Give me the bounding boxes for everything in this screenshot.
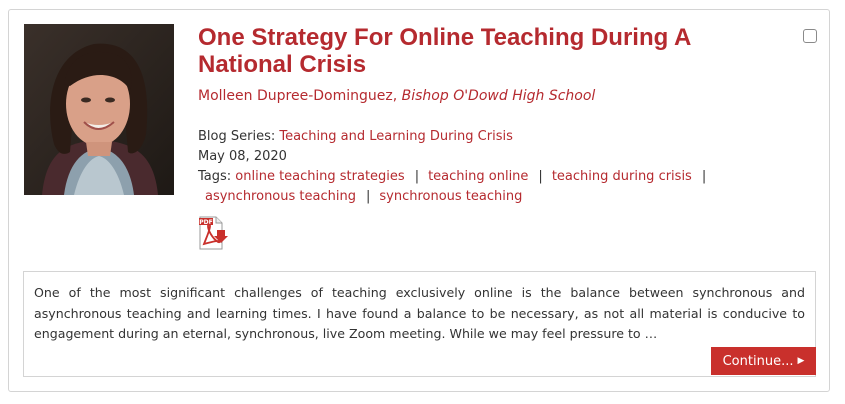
article-card bbox=[8, 9, 830, 392]
excerpt-text: One of the most significant challenges of teaching exclusively online is the balance between synchronous and asynchronous teaching and learning times. I have found a balance to be necessary, as not all material is conducive to engagement during an eternal, synchronous, live Zoom meeting. While we may feel pressure to … bbox=[34, 285, 805, 341]
tag-separator: | bbox=[414, 169, 420, 184]
select-checkbox[interactable] bbox=[803, 29, 817, 43]
author-photo bbox=[24, 24, 174, 195]
svg-text:PDF: PDF bbox=[199, 219, 213, 226]
tag-separator: | bbox=[701, 169, 707, 184]
author-school[interactable]: Bishop O'Dowd High School bbox=[401, 88, 596, 104]
tag-separator: | bbox=[365, 189, 371, 204]
tag-link[interactable]: teaching online bbox=[428, 169, 529, 184]
continue-button[interactable] bbox=[711, 347, 816, 375]
caret-right-icon: ▶ bbox=[797, 356, 805, 366]
author-name[interactable]: Molleen Dupree-Dominguez, bbox=[198, 88, 398, 104]
tags-label: Tags: bbox=[198, 169, 236, 184]
tag-separator: | bbox=[538, 169, 543, 184]
tag-link[interactable]: online teaching strategies bbox=[235, 169, 405, 184]
publish-date: May 08, 2020 bbox=[198, 149, 287, 164]
blog-series-link[interactable]: Teaching and Learning During Crisis bbox=[279, 129, 513, 144]
tags-line-2 bbox=[198, 187, 705, 207]
continue-label: Continue... bbox=[722, 353, 794, 369]
article-title[interactable]: One Strategy For Online Teaching During A National Crisis bbox=[198, 24, 691, 78]
pdf-download-icon[interactable] bbox=[198, 216, 230, 250]
tag-link[interactable]: teaching during crisis bbox=[551, 169, 692, 184]
blog-series-label: Blog Series: bbox=[198, 129, 280, 144]
excerpt-box bbox=[23, 271, 816, 377]
tag-link[interactable]: synchronous teaching bbox=[379, 189, 523, 204]
blog-series-line bbox=[198, 127, 698, 147]
author-line bbox=[198, 88, 595, 104]
tags-line-1 bbox=[198, 167, 707, 187]
tag-link[interactable]: asynchronous teaching bbox=[205, 189, 356, 204]
